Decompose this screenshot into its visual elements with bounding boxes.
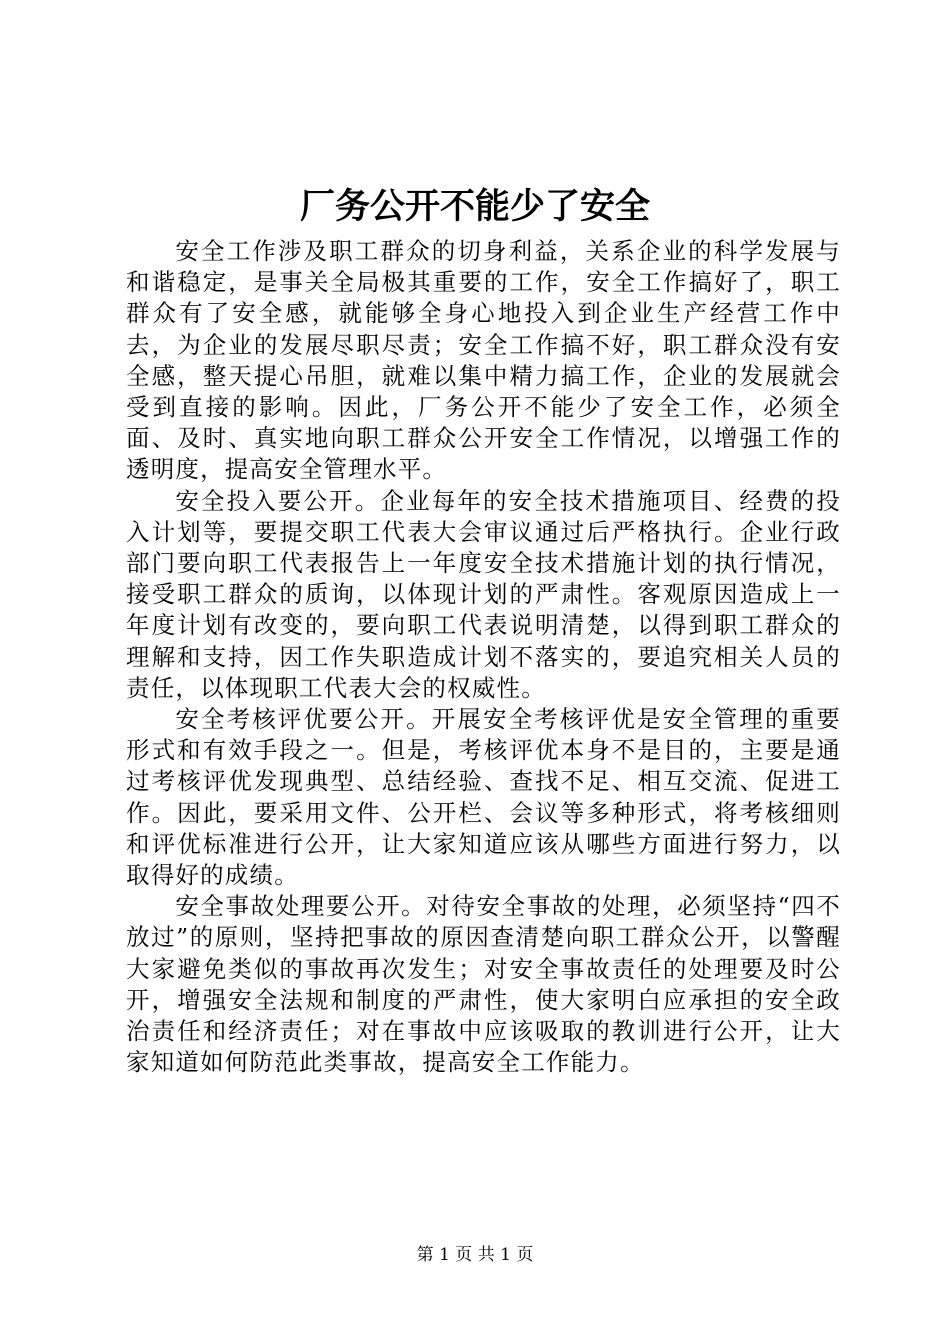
paragraph-intro: 安全工作涉及职工群众的切身利益，关系企业的科学发展与和谐稳定，是事关全局极其重要的工作，安全工作搞好了，职工群众有了安全感，就能够全身心地投入到企业生产经营工作中去，为企业的发展尽职尽责；安全工作搞不好，职工群众没有安全感，整天提心吊胆，就难以集中精力搞工作，企业的发展就会受到直接的影响。因此，厂务公开不能少了安全工作，必须全面、及时、真实地向职工群众公开安全工作情况，以增强工作的透明度，提高安全管理水平。 <box>126 237 841 484</box>
page-footer: 第 1 页 共 1 页 <box>416 1245 534 1265</box>
paragraph-accident-handling: 安全事故处理要公开。对待安全事故的处理，必须坚持“四不放过”的原则，坚持把事故的原因查清楚向职工群众公开，以警醒大家避免类似的事故再次发生；对安全事故责任的处理要及时公开，增强安全法规和制度的严肃性，使大家明白应承担的安全政治责任和经济责任；对在事故中应该吸取的教训进行公开，让大家知道如何防范此类事故，提高安全工作能力。 <box>126 892 841 1077</box>
document-body <box>126 236 841 1078</box>
paragraph-safety-investment: 安全投入要公开。企业每年的安全技术措施项目、经费的投入计划等，要提交职工代表大会审议通过后严格执行。企业行政部门要向职工代表报告上一年度安全技术措施计划的执行情况，接受职工群众的质询，以体现计划的严肃性。客观原因造成上一年度计划有改变的，要向职工代表说明清楚，以得到职工群众的理解和支持，因工作失职造成计划不落实的，要追究相关人员的责任，以体现职工代表大会的权威性。 <box>126 486 841 702</box>
paragraph-safety-evaluation: 安全考核评优要公开。开展安全考核评优是安全管理的重要形式和有效手段之一。但是，考核评优本身不是目的，主要是通过考核评优发现典型、总结经验、查找不足、相互交流、促进工作。因此，要采用文件、公开栏、会议等多种形式，将考核细则和评优标准进行公开，让大家知道应该从哪些方面进行努力，以取得好的成绩。 <box>126 705 841 890</box>
document-title: 厂务公开不能少了安全 <box>299 187 650 227</box>
